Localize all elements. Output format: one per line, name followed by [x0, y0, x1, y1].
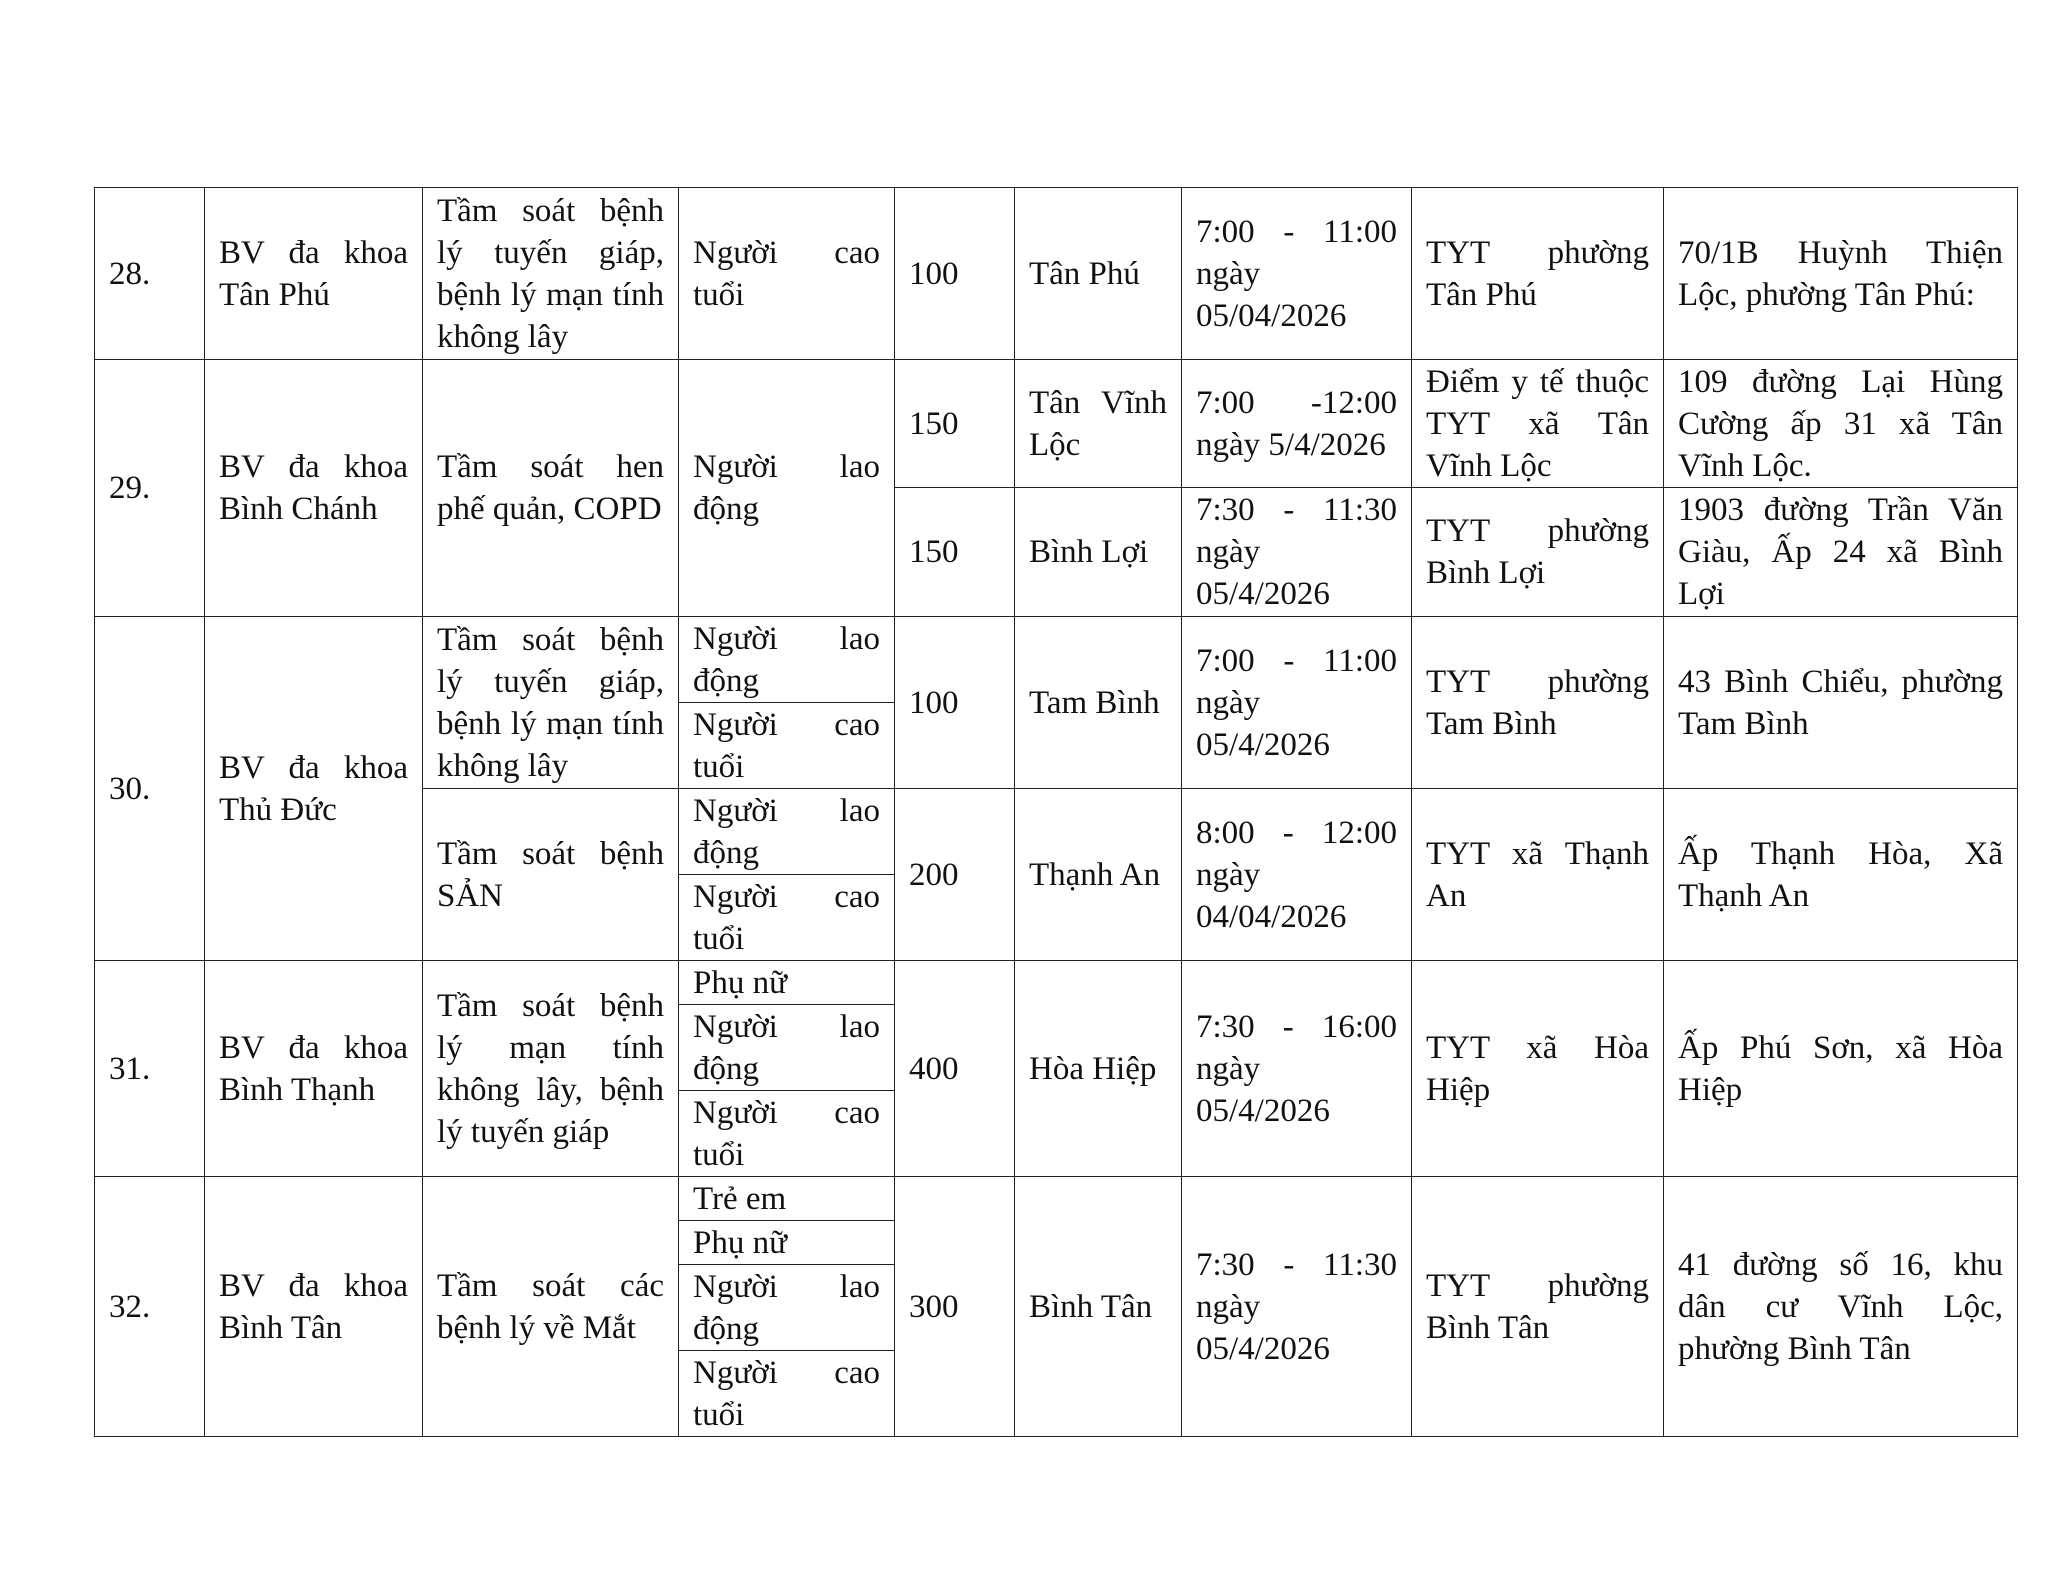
address: 43 Bình Chiểu, phường Tam Bình [1664, 617, 2018, 789]
hospital-name: BV đa khoa Thủ Đức [205, 617, 423, 961]
target-group: Người cao tuổi [679, 188, 895, 360]
target-group: Phụ nữ [679, 961, 895, 1005]
area: Hòa Hiệp [1015, 961, 1182, 1177]
address: 41 đường số 16, khu dân cư Vĩnh Lộc, phường Bình Tân [1664, 1177, 2018, 1437]
address: 109 đường Lại Hùng Cường ấp 31 xã Tân Vĩnh Lộc. [1664, 360, 2018, 488]
quantity: 100 [895, 617, 1015, 789]
target-group: Phụ nữ [679, 1221, 895, 1265]
time: 7:00 - 11:00 ngày 05/4/2026 [1182, 617, 1412, 789]
quantity: 100 [895, 188, 1015, 360]
venue: TYT phường Tam Bình [1412, 617, 1664, 789]
time: 7:30 - 11:30 ngày 05/4/2026 [1182, 1177, 1412, 1437]
address: 1903 đường Trần Văn Giàu, Ấp 24 xã Bình Lợi [1664, 488, 2018, 617]
target-group: Người lao động [679, 1265, 895, 1351]
venue: TYT xã Hòa Hiệp [1412, 961, 1664, 1177]
time: 8:00 - 12:00 ngày 04/04/2026 [1182, 789, 1412, 961]
quantity: 200 [895, 789, 1015, 961]
row-number: 29. [95, 360, 205, 617]
venue: TYT xã Thạnh An [1412, 789, 1664, 961]
venue: TYT phường Tân Phú [1412, 188, 1664, 360]
area: Bình Tân [1015, 1177, 1182, 1437]
row-number: 31. [95, 961, 205, 1177]
area: Thạnh An [1015, 789, 1182, 961]
quantity: 150 [895, 360, 1015, 488]
venue: TYT phường Bình Lợi [1412, 488, 1664, 617]
screening-schedule-table [94, 187, 2018, 1437]
hospital-name: BV đa khoa Bình Chánh [205, 360, 423, 617]
quantity: 400 [895, 961, 1015, 1177]
target-group: Người lao động [679, 789, 895, 875]
screening-name: Tầm soát bệnh SẢN [423, 789, 679, 961]
row-number: 30. [95, 617, 205, 961]
table-row [95, 617, 2018, 703]
target-group: Người lao động [679, 360, 895, 617]
venue: Điểm y tế thuộc TYT xã Tân Vĩnh Lộc [1412, 360, 1664, 488]
address: Ấp Phú Sơn, xã Hòa Hiệp [1664, 961, 2018, 1177]
quantity: 300 [895, 1177, 1015, 1437]
area: Tân Vĩnh Lộc [1015, 360, 1182, 488]
hospital-name: BV đa khoa Tân Phú [205, 188, 423, 360]
venue: TYT phường Bình Tân [1412, 1177, 1664, 1437]
table-row [95, 188, 2018, 360]
address: Ấp Thạnh Hòa, Xã Thạnh An [1664, 789, 2018, 961]
target-group: Người cao tuổi [679, 875, 895, 961]
table-row [95, 961, 2018, 1005]
table-row [95, 360, 2018, 488]
area: Bình Lợi [1015, 488, 1182, 617]
target-group: Trẻ em [679, 1177, 895, 1221]
time: 7:00 - 11:00 ngày 05/04/2026 [1182, 188, 1412, 360]
hospital-name: BV đa khoa Bình Thạnh [205, 961, 423, 1177]
screening-name: Tầm soát hen phế quản, COPD [423, 360, 679, 617]
row-number: 28. [95, 188, 205, 360]
row-number: 32. [95, 1177, 205, 1437]
hospital-name: BV đa khoa Bình Tân [205, 1177, 423, 1437]
time: 7:30 - 11:30 ngày 05/4/2026 [1182, 488, 1412, 617]
time: 7:30 - 16:00 ngày 05/4/2026 [1182, 961, 1412, 1177]
time: 7:00 -12:00 ngày 5/4/2026 [1182, 360, 1412, 488]
quantity: 150 [895, 488, 1015, 617]
table-row [95, 1177, 2018, 1221]
target-group: Người cao tuổi [679, 1351, 895, 1437]
address: 70/1B Huỳnh Thiện Lộc, phường Tân Phú: [1664, 188, 2018, 360]
screening-name: Tầm soát bệnh lý tuyến giáp, bệnh lý mạn tính không lây [423, 617, 679, 789]
screening-name: Tầm soát bệnh lý tuyến giáp, bệnh lý mạn tính không lây [423, 188, 679, 360]
target-group: Người lao động [679, 617, 895, 703]
area: Tân Phú [1015, 188, 1182, 360]
area: Tam Bình [1015, 617, 1182, 789]
target-group: Người cao tuổi [679, 703, 895, 789]
screening-name: Tầm soát bệnh lý mạn tính không lây, bệnh lý tuyến giáp [423, 961, 679, 1177]
target-group: Người cao tuổi [679, 1091, 895, 1177]
screening-name: Tầm soát các bệnh lý về Mắt [423, 1177, 679, 1437]
target-group: Người lao động [679, 1005, 895, 1091]
